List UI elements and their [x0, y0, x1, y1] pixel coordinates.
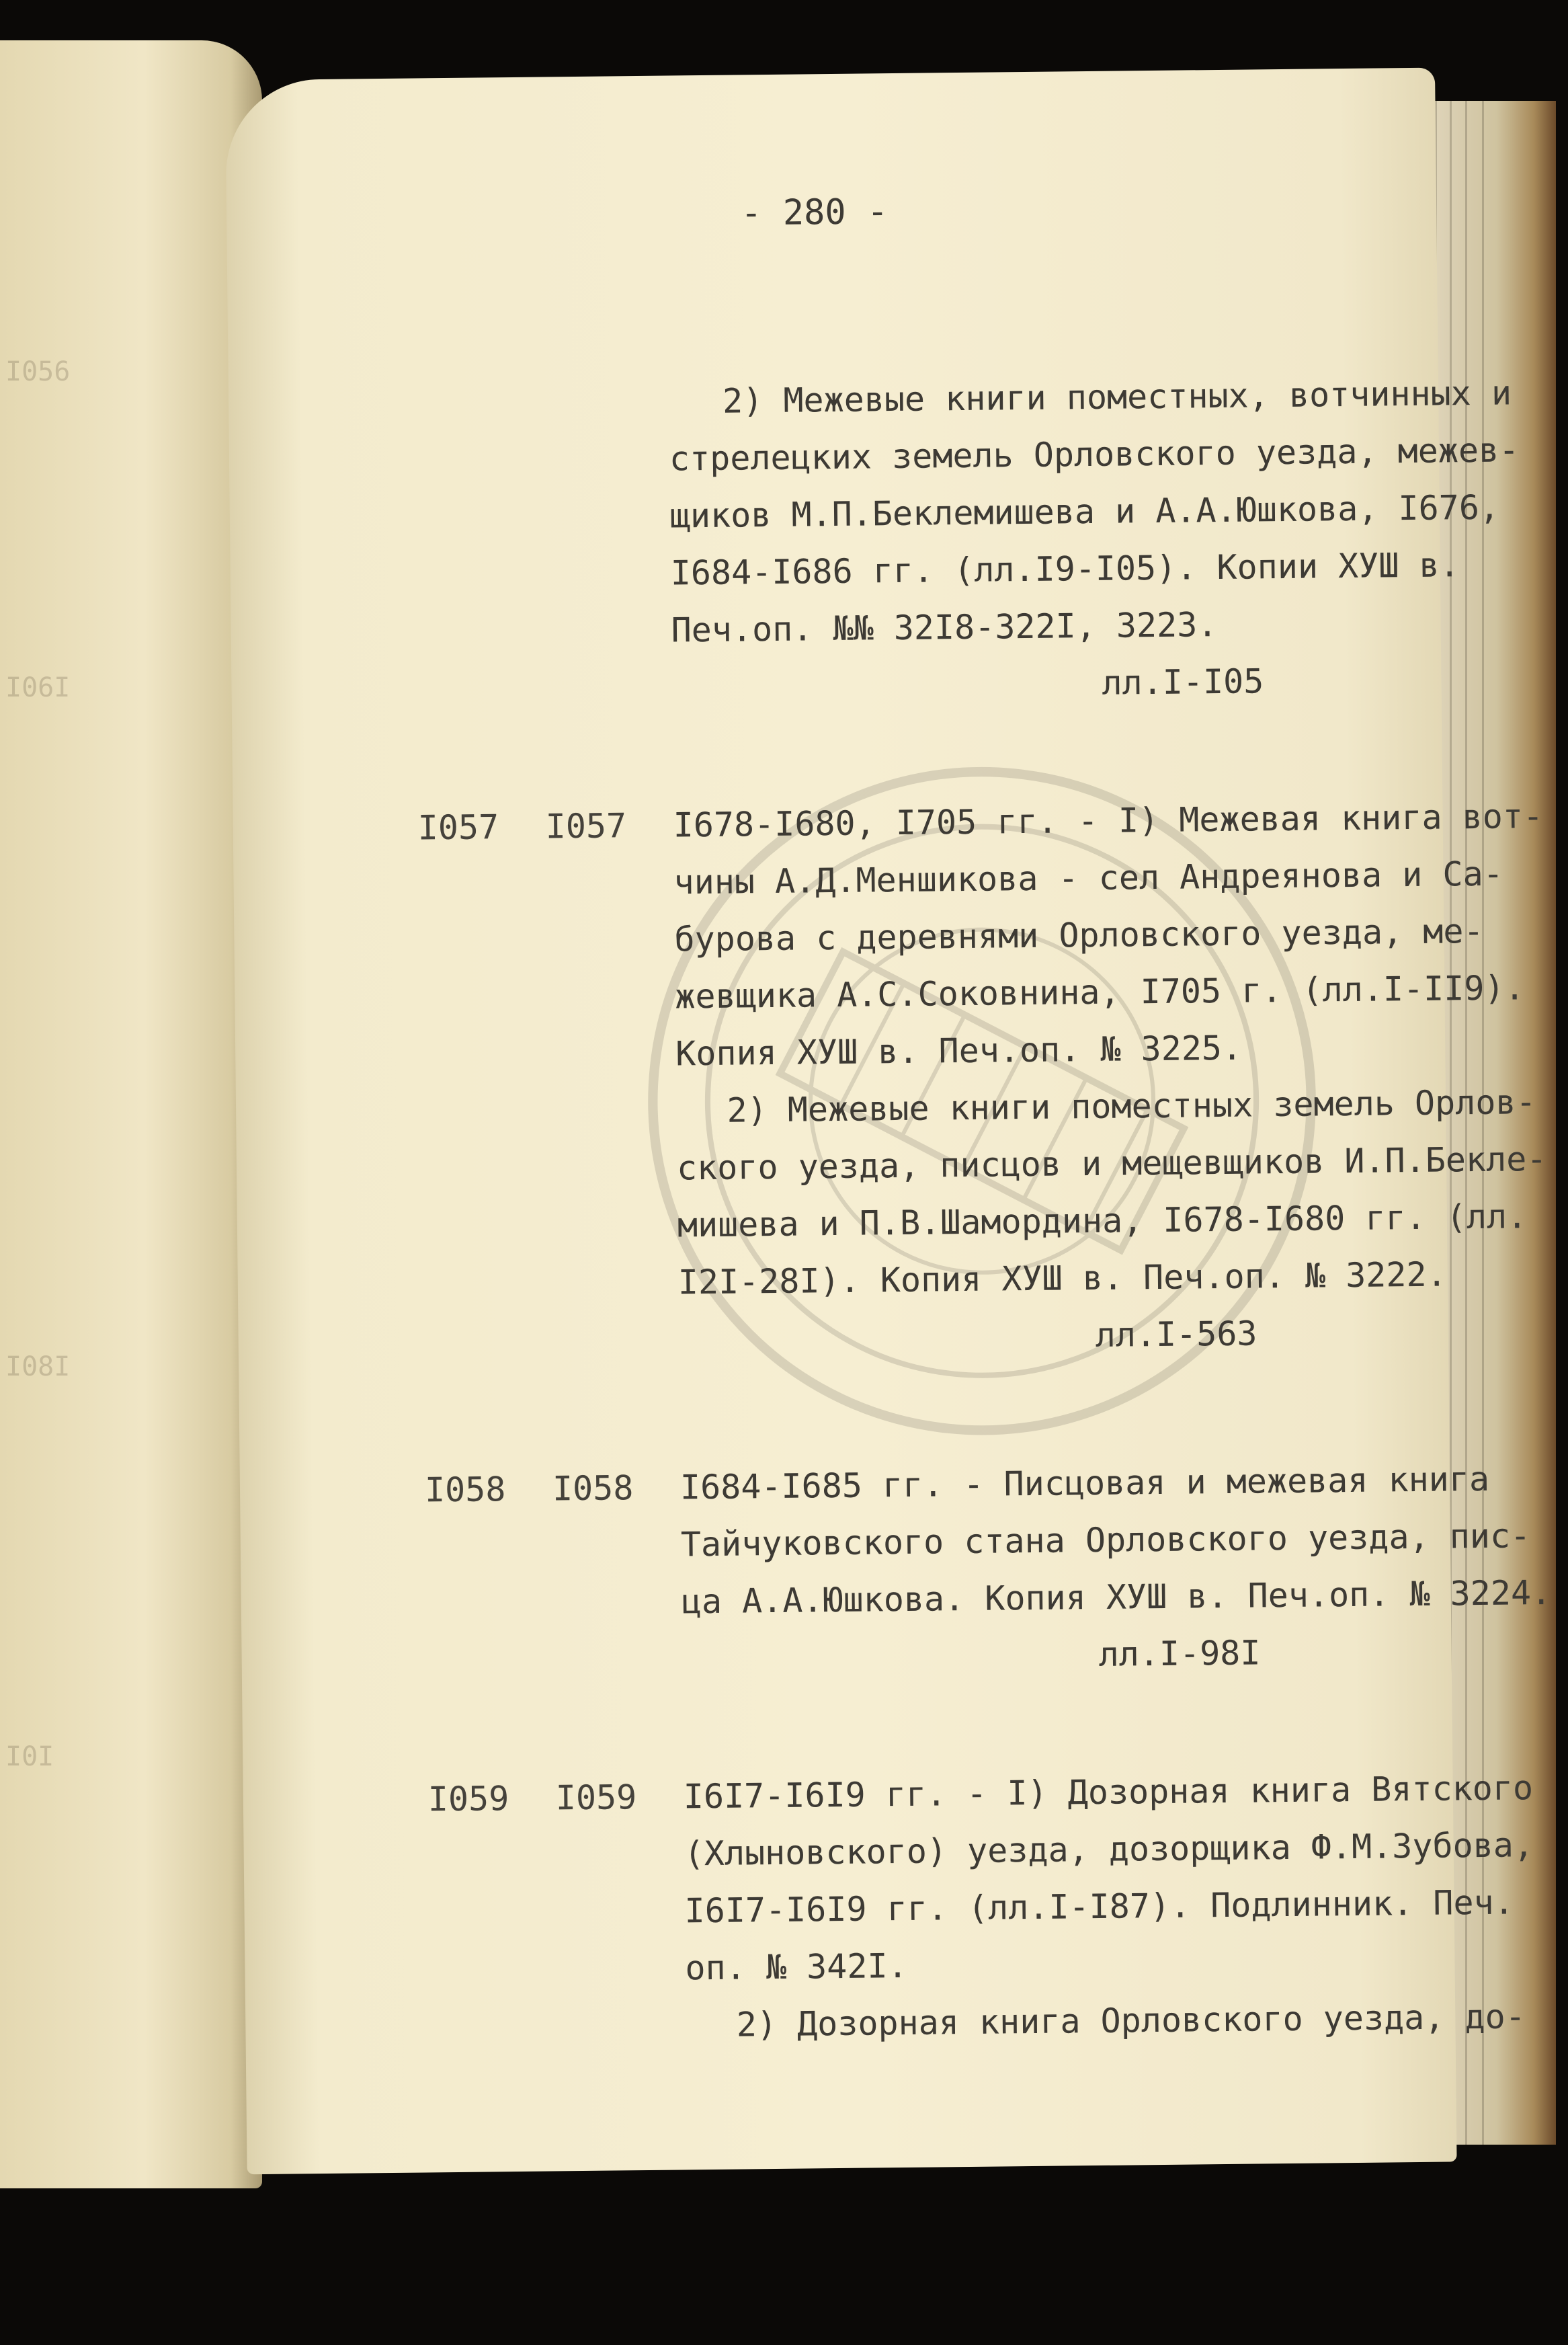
entry-line: Печ.оп. №№ 32I8-322I, 3223. [671, 605, 1218, 650]
left-page [0, 40, 262, 2188]
entry-number-secondary: I057 [545, 806, 627, 846]
entry-line: I684-I686 гг. (лл.I9-I05). Копии ХУШ в. [670, 545, 1460, 593]
document-page [225, 68, 1552, 2175]
entry-number: I059 [427, 1779, 509, 1819]
entry-number: I057 [417, 807, 499, 848]
left-page-bleed-text: I0I [5, 1741, 54, 1772]
entry-line: Тайчуковского стана Орловского уезда, пис- [680, 1516, 1531, 1564]
entry-number-secondary: I058 [552, 1468, 634, 1509]
entry-line: I684-I685 гг. - Писцовая и межевая книга [679, 1459, 1490, 1507]
entry-line: (Хлыновского) уезда, дозорщика Ф.М.Зубова, [684, 1825, 1534, 1874]
left-page-bleed-text: I08I [5, 1351, 71, 1382]
entry-number: I058 [424, 1470, 506, 1510]
folio-range: лл.I-563 [1095, 1314, 1257, 1355]
entry-line: бурова с деревнями Орловского уезда, ме- [674, 911, 1484, 959]
entry-line: чины А.Д.Меншикова - сел Андреянова и Са- [673, 854, 1504, 902]
entry-line: ца А.А.Юшкова. Копия ХУШ в. Печ.оп. № 3224. [681, 1573, 1552, 1622]
entry-line: жевщика А.С.Соковнина, I705 г. (лл.I-II9). [675, 968, 1525, 1017]
entry-line: 2) Дозорная книга Орловского уезда, до- [655, 1997, 1526, 2045]
entry-number-secondary: I059 [555, 1778, 637, 1818]
entry-line: I678-I680, I705 гг. - I) Межевая книга вот- [673, 796, 1544, 845]
entry-line: оп. № 342I. [685, 1946, 908, 1988]
left-page-bleed-text: I06I [5, 672, 71, 703]
entry-line: I2I-28I). Копия ХУШ в. Печ.оп. № 3222. [677, 1255, 1447, 1302]
entry-line: 2) Межевые книги поместных, вотчинных и [722, 373, 1512, 421]
entry-line: мишева и П.В.Шамордина, I678-I680 гг. (лл. [677, 1197, 1528, 1245]
entry-line: стрелецких земель Орловского уезда, межев- [669, 430, 1520, 479]
folio-range: лл.I-98I [1098, 1633, 1261, 1674]
entry-line: I6I7-I6I9 гг. (лл.I-I87). Подлинник. Печ. [684, 1882, 1515, 1931]
entry-line: 2) Межевые книги поместных земель Орлов- [645, 1082, 1536, 1131]
folio-range: лл.I-I05 [1102, 662, 1264, 703]
entry-line: I6I7-I6I9 гг. - I) Дозорная книга Вятского [683, 1768, 1534, 1817]
entry-line: Копия ХУШ в. Печ.оп. № 3225. [675, 1028, 1243, 1074]
page-number: - 280 - [740, 192, 889, 234]
left-page-bleed-text: I056 [5, 356, 71, 387]
entry-line: ского уезда, писцов и мещевщиков И.П.Бекле- [676, 1139, 1547, 1188]
entry-line: щиков М.П.Беклемишева и А.А.Юшкова, I676, [669, 487, 1500, 536]
